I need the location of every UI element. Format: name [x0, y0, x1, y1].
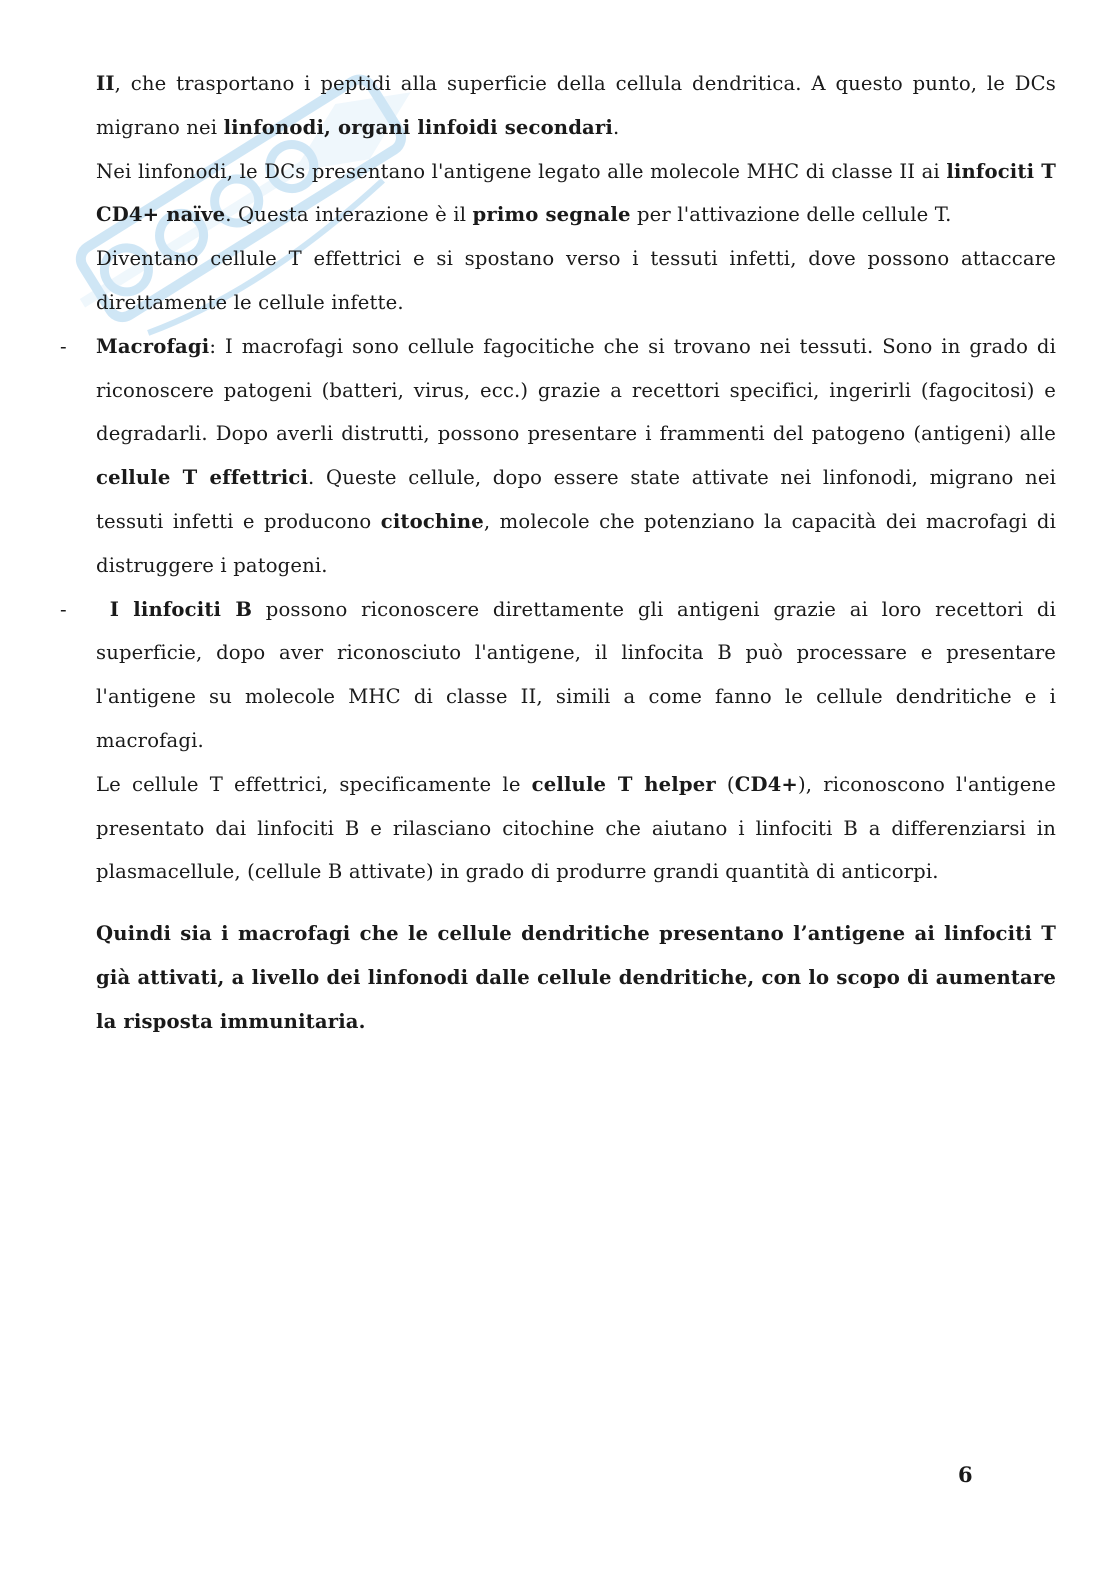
- text-run: Le cellule T effettrici, specificamente le: [96, 772, 532, 796]
- text-run: .: [612, 115, 620, 139]
- list-item-linfociti-b: [60, 588, 1056, 763]
- bold-term: I linfociti B: [109, 597, 253, 621]
- paragraph-lymph-node-presentation: [96, 150, 1056, 238]
- text-run: per l'attivazione delle cellule T.: [630, 203, 952, 227]
- paragraph-t-helper: [96, 763, 1056, 894]
- text-run: , molecole che potenziano la capacità dei macrofagi di distruggere i patogeni.: [96, 509, 1056, 577]
- text-run: : I macrofagi sono cellule fagocitiche che si trovano nei tessuti. Sono in grado di riconoscere patogeni (batteri, virus, ecc.) grazie a recettori specifici, ingerirli (fagocitosi) e degradarli. Dopo averli distrutti, possono presentare i frammenti del patogeno (antigeni) alle: [96, 334, 1056, 446]
- document-body: [60, 62, 1056, 1044]
- list-item-macrofagi: [60, 325, 1056, 588]
- bold-term: II: [96, 72, 115, 95]
- bullet-dash: -: [60, 334, 67, 358]
- bold-term: citochine: [380, 509, 484, 533]
- bold-term: cellule T effettrici: [96, 466, 309, 490]
- bold-term: cellule T helper: [531, 772, 716, 796]
- bold-term: linfociti T CD4+ naïve: [96, 159, 1056, 227]
- paragraph-effector-cells: [96, 237, 1056, 325]
- text-run: , che trasportano i peptidi alla superficie della cellula dendritica. A questo punto, le DCs migrano nei: [96, 72, 1056, 139]
- bullet-dash: -: [60, 597, 67, 621]
- text-run: Diventano cellule T effettrici e si spostano verso i tessuti infetti, dove possono attaccare direttamente le cellule infette.: [96, 247, 1056, 314]
- text-run: (: [715, 772, 735, 796]
- text-run: ), riconoscono l'antigene presentato dai linfociti B e rilasciano citochine che aiutano i linfociti B a differenziarsi in plasmacellule, (cellule B attivate) in grado di produrre grandi quantità di anticorpi.: [96, 772, 1056, 884]
- text-run: Nei linfonodi, le DCs presentano l'antigene legato alle molecole MHC di classe II ai: [96, 159, 947, 183]
- bold-term: primo segnale: [472, 203, 631, 227]
- bold-term: Macrofagi: [96, 334, 210, 358]
- paragraph-dc-migration: [96, 62, 1056, 150]
- text-run: possono riconoscere direttamente gli antigeni grazie ai loro recettori di superficie, dopo aver riconosciuto l'antigene, il linfocita B può processare e presentare l'antigene su molecole MHC di classe II, simili a come fanno le cellule dendritiche e i macrofagi.: [96, 597, 1056, 752]
- text-run: . Queste cellule, dopo essere state attivate nei linfonodi, migrano nei tessuti infetti e producono: [96, 466, 1056, 533]
- text-run: . Questa interazione è il: [225, 203, 473, 227]
- bold-term: linfonodi, organi linfoidi secondari: [223, 115, 613, 139]
- page-number: 6: [958, 1462, 973, 1487]
- bold-term: CD4+: [734, 772, 798, 796]
- paragraph-conclusion: Quindi sia i macrofagi che le cellule dendritiche presentano l’antigene ai linfociti T già attivati, a livello dei linfonodi dalle cellule dendritiche, con lo scopo di aumentare la risposta immunitaria.: [96, 922, 1056, 1033]
